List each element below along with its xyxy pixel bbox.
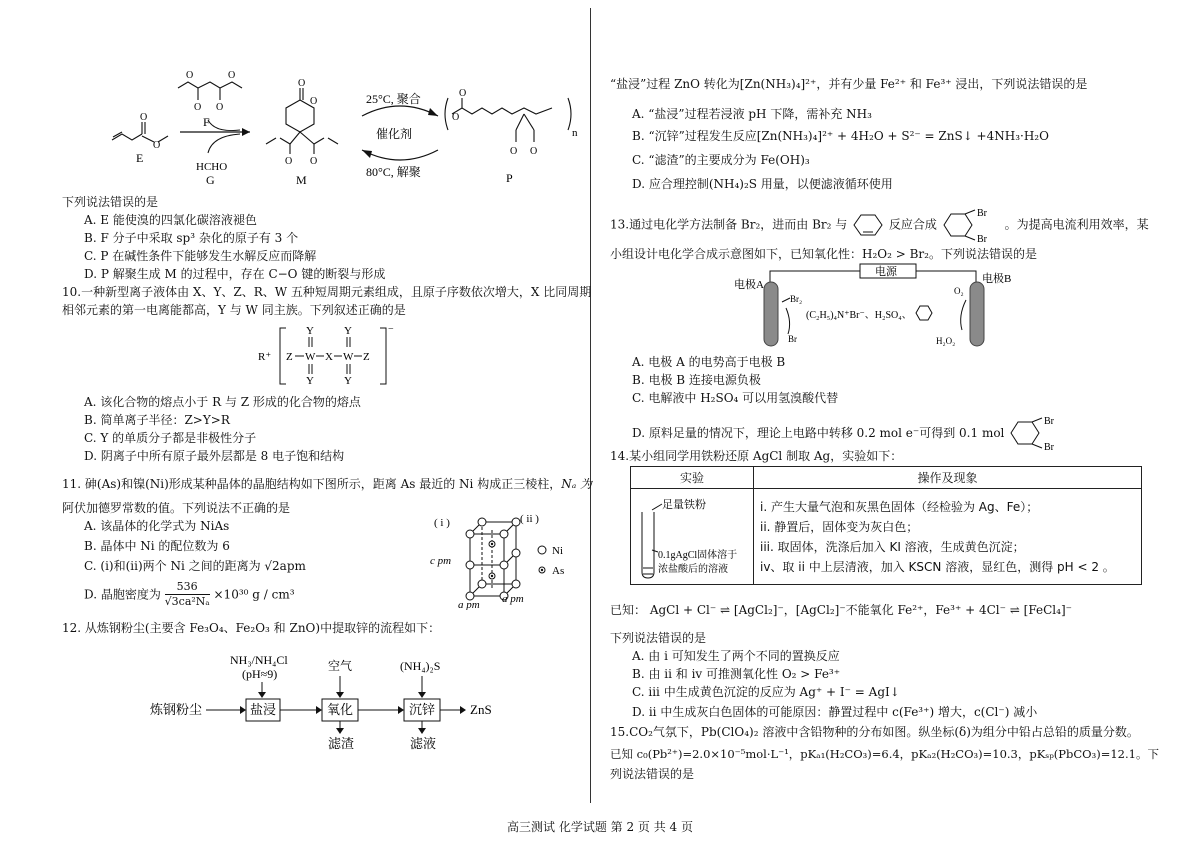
observation-row: i. 产生大量气泡和灰黑色固体（经检验为 Ag、Fe）； [760, 499, 1039, 514]
q9-stem: 下列说法错误的是 [62, 195, 159, 209]
svg-text:Z: Z [286, 351, 293, 363]
q9-option-a: A. E 能使溴的四氯化碳溶液褪色 [84, 213, 257, 227]
q13-option-d: D. 原料足量的情况下，理论上电路中转移 0.2 mol e⁻可得到 0.1 mol Br Br [632, 416, 1068, 450]
svg-text:a pm: a pm [458, 599, 480, 610]
test-tube-icon [632, 490, 752, 580]
q10-option-c: C. Y 的单质分子都是非极性分子 [84, 431, 257, 445]
structure-charge: − [388, 324, 394, 335]
svg-text:(pH≈9): (pH≈9) [242, 667, 278, 681]
svg-text:W: W [343, 351, 354, 363]
q10-option-b: B. 简单离子半径：Z>Y>R [84, 413, 230, 427]
test-tube-cell [631, 489, 754, 585]
svg-text:Br: Br [788, 334, 797, 344]
condition-reverse: 80°C, 解聚 [366, 165, 421, 179]
q9-option-b: B. F 分子中采取 sp³ 杂化的原子有 3 个 [84, 231, 299, 245]
svg-text:Br: Br [976, 234, 987, 242]
observation-row: iv、取 ii 中上层清液，加入 KSCN 溶液，显红色，测得 pH < 2 。 [760, 559, 1115, 574]
svg-text:沉锌: 沉锌 [409, 702, 436, 717]
q14-option-c: C. iii 中生成黄色沉淀的反应为 Ag⁺ + I⁻ = AgI↓ [632, 685, 900, 699]
observation-row: iii. 取固体，洗涤后加入 KI 溶液，生成黄色沉淀； [760, 539, 1025, 554]
q13-option-c: C. 电解液中 H₂SO₄ 可以用氢溴酸代替 [632, 391, 839, 405]
svg-text:电极A: 电极A [734, 279, 764, 291]
q12-stem: 12. 从炼钢粉尘(主要含 Fe₃O₄、Fe₂O₃ 和 ZnO)中提取锌的流程如下： [62, 621, 441, 635]
svg-text:Y: Y [344, 375, 352, 387]
q10-stem-line2: 相邻元素的第一电离能都高，Y 与 W 同主族。下列叙述正确的是 [62, 303, 406, 317]
svg-text:( ii ): ( ii ) [520, 513, 539, 525]
label-R: R⁺ [258, 351, 272, 363]
q14-experiment-table [630, 466, 1142, 585]
svg-text:滤渣: 滤渣 [328, 736, 355, 750]
svg-text:电极B: 电极B [982, 273, 1012, 285]
label-M: M [296, 173, 307, 187]
svg-text:O: O [228, 70, 236, 81]
q12-continuation: “盐浸”过程 ZnO 转化为[Zn(NH₃)₄]²⁺，并有少量 Fe²⁺ 和 Fe³⁺ 浸出，下列说法错误的是 [610, 77, 1088, 91]
q12-option-c: C. “滤渣”的主要成分为 Fe(OH)₃ [632, 153, 810, 167]
svg-text:电源: 电源 [875, 266, 897, 278]
svg-text:O: O [452, 112, 460, 123]
svg-text:Y: Y [306, 375, 314, 387]
svg-text:NH₃/NH₄Cl: NH₃/NH₄Cl [230, 653, 288, 667]
svg-text:Br: Br [1044, 442, 1055, 450]
svg-text:Br₂: Br₂ [790, 294, 803, 304]
q11-option-d: D. 晶胞密度为 $\frac{536}{\text{√3ca²Nₐ}}$ ×10³⁰ g / cm³ [84, 580, 295, 608]
condition-forward: 25°C, 聚合 [366, 92, 421, 106]
svg-text:O: O [310, 96, 318, 107]
q10-option-d: D. 阴离子中所有原子最外层都是 8 电子饱和结构 [84, 449, 345, 463]
observation-cell [754, 489, 1142, 585]
svg-text:O: O [298, 78, 306, 89]
svg-text:O₂: O₂ [954, 286, 964, 296]
q14-option-a: A. 由 i 可知发生了两个不同的置换反应 [632, 649, 840, 663]
svg-text:足量铁粉: 足量铁粉 [662, 499, 706, 511]
q14-stem2: 下列说法错误的是 [610, 631, 707, 645]
svg-text:Z: Z [363, 351, 370, 363]
q13-option-b: B. 电极 B 连接电源负极 [632, 373, 761, 387]
svg-text:滤液: 滤液 [410, 736, 437, 750]
label-n: n [572, 127, 578, 139]
q12-option-a: A. “盐浸”过程若浸液 pH 下降，需补充 NH₃ [632, 107, 872, 121]
svg-text:O: O [140, 112, 148, 123]
q10-option-a: A. 该化合物的熔点小于 R 与 Z 形成的化合物的熔点 [84, 395, 361, 409]
label-G-formula: HCHO [196, 161, 228, 173]
svg-text:( i ): ( i ) [434, 517, 450, 529]
label-P: P [506, 171, 513, 185]
label-F: F [203, 115, 210, 129]
svg-text:c pm: c pm [430, 555, 452, 567]
dibromocyclohexane-icon [941, 208, 1001, 242]
svg-text:(NH₄)₂S: (NH₄)₂S [400, 659, 441, 673]
q11-option-a: A. 该晶体的化学式为 NiAs [84, 519, 230, 533]
q10-stem-line1: 10.一种新型离子液体由 X、Y、Z、R、W 五种短周期元素组成，且原子序数依次增大，X 比同周期 [62, 285, 592, 299]
svg-text:W: W [305, 351, 316, 363]
q11-unit-cell-figure [430, 510, 580, 610]
page-footer: 高三测试 化学试题 第 2 页 共 4 页 [507, 820, 693, 834]
q11-option-c: C. (i)和(ii)两个 Ni 之间的距离为 √2apm [84, 559, 306, 573]
svg-text:a pm: a pm [502, 593, 524, 605]
q15-line3: 列说法错误的是 [610, 767, 695, 781]
svg-text:O: O [153, 140, 161, 151]
q14-option-d: D. ii 中生成灰白色固体的可能原因：静置过程中 c(Fe³⁺) 增大，c(Cl⁻) 减小 [632, 705, 1038, 719]
svg-text:ZnS: ZnS [470, 702, 492, 717]
observation-row: ii. 静置后，固体变为灰白色； [760, 519, 919, 534]
q12-option-b: B. “沉锌”过程发生反应[Zn(NH₃)₄]²⁺ + 4H₂O + S²⁻ = ZnS↓ +4NH₃·H₂O [632, 129, 1049, 143]
q9-reaction-scheme [100, 58, 580, 188]
q14-option-b: B. 由 ii 和 iv 可推测氧化性 O₂ > Fe³⁺ [632, 667, 841, 681]
q14-known: 已知： AgCl + Cl⁻ ⇌ [AgCl₂]⁻，[AgCl₂]⁻不能氧化 Fe²⁺，Fe³⁺ + 4Cl⁻ ⇌ [FeCl₄]⁻ [610, 603, 1072, 617]
svg-text:(C₂H₅)₄N⁺Br⁻、H₂SO₄、: (C₂H₅)₄N⁺Br⁻、H₂SO₄、 [806, 310, 912, 321]
condition-catalyst: 催化剂 [376, 127, 413, 141]
svg-text:O: O [510, 146, 518, 157]
table-header-experiment: 实验 [631, 467, 754, 489]
svg-text:O: O [186, 70, 194, 81]
q11-stem-line1: 11. 砷(As)和镍(Ni)形成某种晶体的晶胞结构如下图所示，距离 As 最近的 Ni 构成正三棱柱，Nₐ 为 [62, 477, 593, 491]
dibromocyclohexane-icon [1008, 416, 1068, 450]
q10-anion-structure [258, 322, 408, 388]
density-denominator: √3ca²Nₐ [164, 595, 210, 608]
svg-text:As: As [552, 565, 565, 577]
cyclohexene-icon [851, 212, 885, 238]
q15-line1: 15.CO₂气氛下，Pb(ClO₄)₂ 溶液中含铅物种的分布如图。纵坐标(δ)为组分中铅占总铅的质量分数。 [610, 725, 1139, 739]
table-header-observation: 操作及现象 [754, 467, 1142, 489]
svg-text:Br: Br [976, 208, 987, 219]
density-unit: ×10³⁰ g / cm³ [213, 587, 295, 602]
svg-text:O: O [216, 102, 224, 113]
svg-text:Ni: Ni [552, 545, 563, 557]
svg-text:0.1gAgCl固体溶于: 0.1gAgCl固体溶于 [658, 550, 738, 561]
q11-option-b: B. 晶体中 Ni 的配位数为 6 [84, 539, 230, 553]
svg-text:盐浸: 盐浸 [250, 702, 277, 717]
svg-text:炼钢粉尘: 炼钢粉尘 [150, 702, 203, 717]
svg-text:O: O [194, 102, 202, 113]
q13-stem-line2: 小组设计电化学合成示意图如下，已知氧化性：H₂O₂ > Br₂。下列说法错误的是 [610, 247, 1037, 261]
svg-text:X: X [325, 351, 333, 363]
svg-text:O: O [285, 156, 293, 167]
svg-text:H₂O₂: H₂O₂ [936, 336, 956, 346]
q13-stem-line1: 13.通过电化学方法制备 Br₂，进而由 Br₂ 与 反应合成 Br Br 。为提高电流利用效率，某 [610, 208, 1149, 242]
q12-option-d: D. 应合理控制(NH₄)₂S 用量，以便滤液循环使用 [632, 177, 893, 191]
svg-text:O: O [530, 146, 538, 157]
svg-text:浓盐酸后的溶液: 浓盐酸后的溶液 [658, 564, 728, 575]
q9-option-c: C. P 在碱性条件下能够发生水解反应而降解 [84, 249, 317, 263]
label-G: G [206, 173, 215, 187]
svg-text:Br: Br [1044, 416, 1055, 427]
q9-option-d: D. P 解聚生成 M 的过程中，存在 C−O 键的断裂与形成 [84, 267, 386, 281]
svg-text:Y: Y [306, 325, 314, 337]
label-E: E [136, 151, 144, 165]
q13-option-a: A. 电极 A 的电势高于电极 B [632, 355, 786, 369]
svg-text:O: O [310, 156, 318, 167]
q12-flowchart [150, 650, 550, 750]
q14-stem: 14.某小组同学用铁粉还原 AgCl 制取 Ag，实验如下： [610, 449, 903, 463]
q13-electrolysis-figure [730, 262, 1030, 352]
q11-stem-line2: 阿伏加德罗常数的值。下列说法不正确的是 [62, 501, 291, 515]
q15-line2: 已知 c₀(Pb²⁺)=2.0×10⁻⁵mol·L⁻¹，pKₐ₁(H₂CO₃)=6.4，pKₐ₂(H₂CO₃)=10.3，pKₛₚ(PbCO₃)=12.1。下 [610, 747, 1159, 761]
svg-text:O: O [459, 88, 467, 99]
svg-text:Y: Y [344, 325, 352, 337]
svg-text:氧化: 氧化 [327, 702, 354, 717]
density-numerator: 536 [165, 580, 210, 595]
svg-text:空气: 空气 [328, 659, 353, 673]
column-divider [590, 8, 591, 803]
